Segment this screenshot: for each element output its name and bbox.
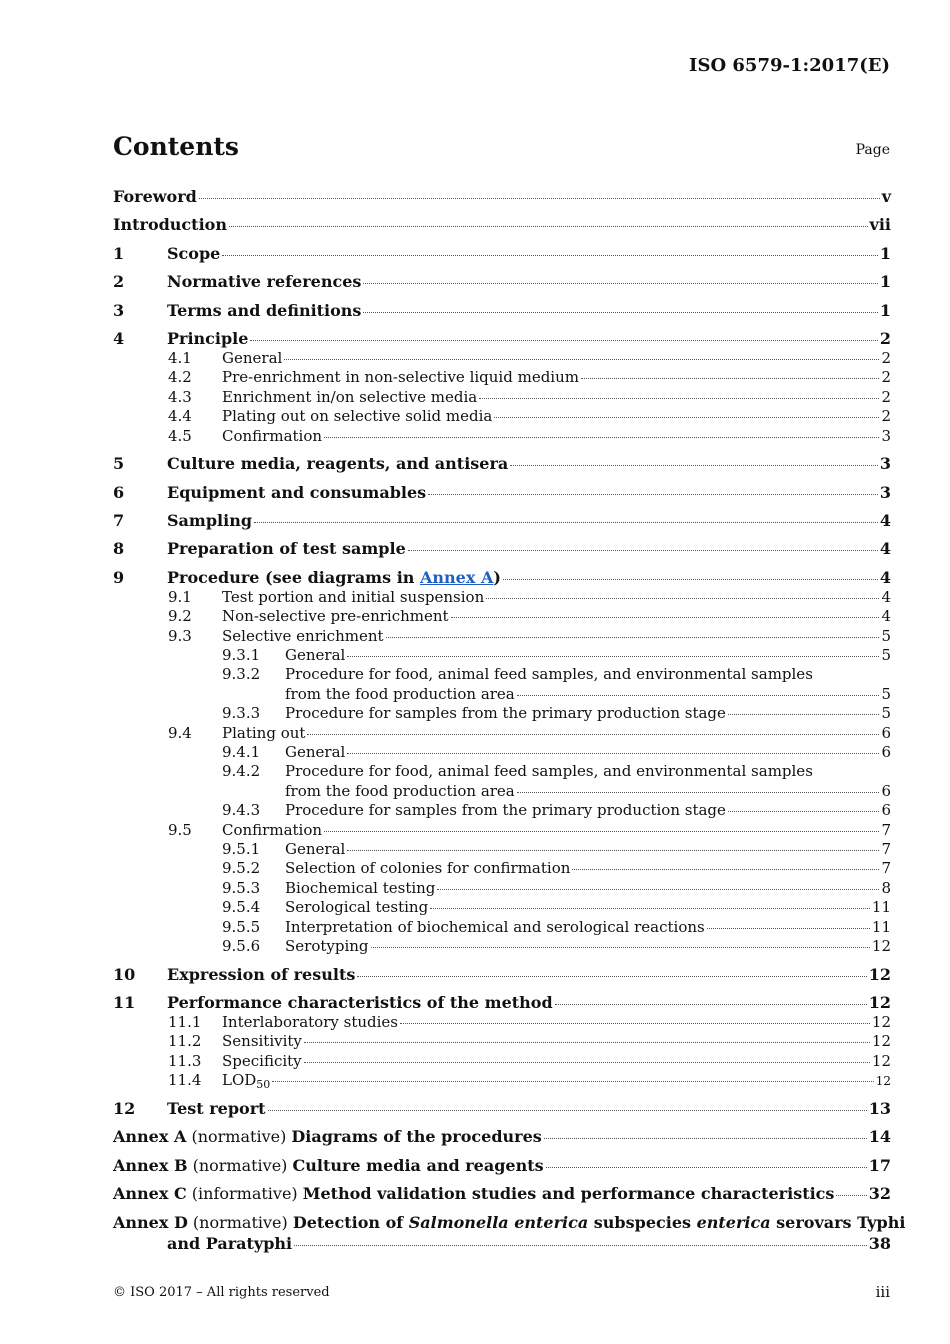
- toc-entry-title: [285, 782, 515, 801]
- toc-entry-title-text: Introduction: [113, 215, 227, 235]
- toc-entry-title-text: Biochemical testing: [285, 878, 436, 897]
- toc-entry-number: 6: [113, 482, 125, 502]
- toc-entry[interactable]: [113, 207, 891, 235]
- dot-leader: [437, 889, 879, 890]
- dot-leader: [222, 255, 878, 256]
- toc-entry[interactable]: [113, 898, 891, 917]
- copyright-notice: © ISO 2017 – All rights reserved: [113, 1285, 330, 1300]
- toc-entry-number: 4.3: [168, 387, 192, 406]
- annex-title-species: Salmonella enterica: [408, 1212, 589, 1232]
- toc-entry-title: [285, 665, 813, 684]
- toc-entry-title-text: Procedure for food, animal feed samples, and environmental samples: [285, 665, 813, 684]
- toc-entry-page: 8: [881, 878, 891, 897]
- toc-entry-subscript: 50: [256, 1078, 271, 1092]
- page-title: Contents: [113, 132, 240, 161]
- toc-entry[interactable]: [113, 349, 891, 368]
- toc-entry-number: 9.3.1: [222, 646, 261, 665]
- toc-entry-title: [167, 538, 406, 559]
- toc-entry[interactable]: [113, 292, 891, 320]
- dot-leader: [324, 831, 879, 832]
- dot-leader: [363, 312, 877, 313]
- toc-entry-page: 12: [871, 1051, 891, 1070]
- toc-entry[interactable]: [113, 1119, 891, 1147]
- toc-entry[interactable]: [113, 588, 891, 607]
- annex-label: Annex D: [113, 1212, 188, 1232]
- toc-entry-title-text: Equipment and consumables: [167, 482, 427, 502]
- toc-entry-title: [167, 964, 355, 985]
- dot-leader: [268, 1110, 867, 1111]
- toc-entry-title-text: Confirmation: [222, 820, 323, 839]
- page-number: iii: [875, 1283, 890, 1301]
- toc-entry-title-text: Procedure for samples from the primary production stage: [285, 801, 726, 820]
- toc-entry-title: [285, 879, 435, 898]
- toc-entry-title-text: Procedure for samples from the primary production stage: [285, 704, 726, 723]
- toc-entry-page: 1: [879, 272, 891, 292]
- toc-entry-page: 6: [881, 742, 891, 761]
- dot-leader: [408, 550, 878, 551]
- toc-entry[interactable]: [113, 840, 891, 859]
- toc-entry-page: 1: [879, 300, 891, 320]
- toc-entry-page: 6: [881, 801, 891, 820]
- toc-entry[interactable]: [113, 1071, 891, 1090]
- dot-leader: [451, 617, 880, 618]
- dot-leader: [544, 1138, 867, 1139]
- toc-entry[interactable]: [113, 427, 891, 446]
- toc-entry-number: 11.1: [168, 1013, 202, 1032]
- dot-leader: [479, 398, 879, 399]
- toc-entry[interactable]: [113, 321, 891, 349]
- toc-entry-number: 4.5: [168, 426, 192, 445]
- toc-entry-title: [285, 801, 726, 820]
- toc-entry-page: 4: [881, 607, 891, 626]
- toc-entry-title-text: from the food production area: [285, 684, 515, 703]
- toc-entry-page: 38: [868, 1233, 891, 1253]
- toc-entry-page: 5: [881, 626, 891, 645]
- toc-entry-page: 12: [871, 1013, 891, 1032]
- toc-entry-title-text: Plating out on selective solid media: [222, 407, 493, 426]
- toc-entry-number: 9.5.4: [222, 898, 261, 917]
- toc-entry-title-text: Pre-enrichment in non-selective liquid medium: [222, 368, 579, 387]
- toc-entry-number: 7: [113, 511, 125, 531]
- toc-entry[interactable]: [113, 937, 891, 956]
- toc-entry[interactable]: [113, 503, 891, 531]
- toc-entry-title: [222, 607, 449, 626]
- toc-entry-title-text: General: [285, 646, 346, 665]
- annex-title: Method validation studies and performance characteristics: [302, 1184, 835, 1204]
- dot-leader: [363, 283, 877, 284]
- toc-entry-title-text: Scope: [167, 243, 221, 263]
- toc-entry-page: 4: [881, 587, 891, 606]
- toc-entry-page: v: [881, 187, 891, 206]
- dot-leader: [836, 1195, 866, 1196]
- toc-entry[interactable]: [113, 956, 891, 984]
- toc-entry-title: [285, 685, 515, 704]
- toc-entry-title-text: Procedure (see diagrams in: [167, 567, 420, 587]
- toc-entry[interactable]: [113, 474, 891, 502]
- toc-entry-number: 9.4.1: [222, 742, 261, 761]
- toc-entry-page: 5: [881, 704, 891, 723]
- toc-entry[interactable]: [113, 531, 891, 559]
- annex-a-link[interactable]: Annex A: [419, 567, 494, 587]
- toc-entry[interactable]: [113, 264, 891, 292]
- toc-entry-page: 12: [868, 964, 891, 984]
- toc-entry-title-text: General: [285, 839, 346, 858]
- toc-entry-title-text: Selective enrichment: [222, 626, 384, 645]
- toc-entry-title-text: Sampling: [167, 511, 253, 531]
- toc-entry-title: [222, 388, 477, 407]
- annex-title: Culture media and reagents: [292, 1155, 544, 1175]
- toc-entry[interactable]: [113, 407, 891, 426]
- toc-entry-number: 9.5.1: [222, 839, 261, 858]
- toc-entry-title: [222, 588, 484, 607]
- dot-leader: [503, 579, 878, 580]
- toc-entry-page: 2: [881, 407, 891, 426]
- toc-entry-title: [113, 1126, 542, 1147]
- toc-entry-page: 4: [879, 567, 891, 587]
- toc-entry-title: [167, 271, 361, 292]
- toc-entry-title: [167, 1098, 266, 1119]
- toc-entry-title: [222, 349, 282, 368]
- dot-leader: [254, 522, 878, 523]
- toc-entry-number: 2: [113, 272, 125, 292]
- toc-entry-title: [167, 992, 553, 1013]
- toc-entry-number: 4: [113, 328, 125, 348]
- toc-entry-page: 5: [881, 646, 891, 665]
- toc-entry-title-text: Plating out: [222, 723, 306, 742]
- toc-entry-page: 11: [871, 898, 891, 917]
- dot-leader: [494, 417, 879, 418]
- toc-entry[interactable]: [113, 559, 891, 587]
- toc-entry-title-text: from the food production area: [285, 781, 515, 800]
- toc-entry-title-text: Serotyping: [285, 936, 369, 955]
- toc-entry-number: 9.4.2: [222, 762, 261, 781]
- toc-entry[interactable]: [113, 646, 891, 665]
- toc-entry-number: 4.4: [168, 407, 192, 426]
- dot-leader: [428, 494, 878, 495]
- toc-entry-page: 32: [868, 1184, 891, 1204]
- dot-leader: [324, 437, 879, 438]
- toc-entry-number: 1: [113, 243, 125, 263]
- toc-entry-page: 1: [879, 243, 891, 263]
- toc-entry-title: [222, 1052, 302, 1071]
- toc-entry-title-text: Expression of results: [167, 964, 356, 984]
- toc-entry-title: [167, 510, 252, 531]
- annex-title-line2: and Paratyphi: [167, 1233, 293, 1253]
- toc-entry-number: 9: [113, 567, 125, 587]
- toc-entry-title: [167, 567, 501, 588]
- toc-entry-title-text: General: [285, 742, 346, 761]
- toc-entry[interactable]: [113, 782, 891, 801]
- toc-entry[interactable]: [113, 1176, 891, 1204]
- toc-entry-title-text: Test portion and initial suspension: [222, 587, 485, 606]
- toc-entry[interactable]: [113, 388, 891, 407]
- annex-title-part: serovars Typhi: [770, 1212, 906, 1232]
- dot-leader: [272, 1081, 873, 1082]
- toc-entry[interactable]: [113, 685, 891, 704]
- toc-entry-page: 7: [881, 839, 891, 858]
- toc-entry[interactable]: [113, 627, 891, 646]
- toc-entry-page: 2: [881, 368, 891, 387]
- dot-leader: [728, 714, 880, 715]
- toc-entry-title-text: LOD: [222, 1071, 257, 1090]
- toc-entry[interactable]: [113, 879, 891, 898]
- toc-entry-title: [167, 243, 220, 264]
- toc-entry-number: 9.2: [168, 607, 192, 626]
- toc-entry-title: [167, 300, 361, 321]
- toc-entry-title-text: Preparation of test sample: [167, 539, 406, 559]
- toc-entry-page: 12: [868, 993, 891, 1013]
- toc-entry-page: 6: [881, 781, 891, 800]
- toc-entry-title-text: Selection of colonies for confirmation: [285, 859, 571, 878]
- dot-leader: [304, 1062, 870, 1063]
- toc-entry-title-text: Procedure for food, animal feed samples, and environmental samples: [285, 762, 813, 781]
- annex-title-part: Detection of: [292, 1212, 409, 1232]
- dot-leader: [517, 792, 880, 793]
- toc-entry-page: 7: [881, 820, 891, 839]
- toc-entry-title-text: Terms and definitions: [167, 300, 362, 320]
- dot-leader: [357, 976, 866, 977]
- toc-entry-page: 3: [879, 454, 891, 474]
- dot-leader: [347, 656, 879, 657]
- toc-entry-annex-d-continuation[interactable]: [113, 1233, 891, 1254]
- toc-entry-title: [285, 859, 570, 878]
- toc-entry-title-text: Culture media, reagents, and antisera: [167, 454, 509, 474]
- toc-entry-title-text: Test report: [167, 1099, 266, 1119]
- toc-entry-number: 9.3: [168, 626, 192, 645]
- toc-entry-title: [113, 1212, 905, 1233]
- dot-leader: [304, 1042, 870, 1043]
- toc-entry-page: 2: [881, 348, 891, 367]
- toc-entry-title: [285, 937, 369, 956]
- toc-entry-title-text: Performance characteristics of the method: [167, 993, 553, 1013]
- dot-leader: [517, 695, 880, 696]
- toc-entry-number: 4.1: [168, 348, 192, 367]
- toc-entry-number: 11.4: [168, 1071, 202, 1090]
- dot-leader: [307, 734, 879, 735]
- toc-entry-number: 9.5.6: [222, 936, 261, 955]
- annex-title-subspecies: enterica: [696, 1212, 771, 1232]
- toc-entry-number: 9.5.2: [222, 859, 261, 878]
- toc-entry-number: 5: [113, 454, 125, 474]
- toc-entry-title-text: Normative references: [167, 272, 362, 292]
- dot-leader: [294, 1245, 867, 1246]
- toc-entry-page: 13: [868, 1099, 891, 1119]
- toc-entry-title-text: Annex C: [113, 1184, 187, 1204]
- toc-entry[interactable]: [113, 607, 891, 626]
- dot-leader: [707, 928, 870, 929]
- table-of-contents: [113, 186, 906, 1254]
- dot-leader: [347, 753, 879, 754]
- toc-entry-page: 14: [868, 1127, 891, 1147]
- toc-entry[interactable]: [113, 665, 891, 684]
- toc-entry-page: 11: [871, 917, 891, 936]
- toc-entry[interactable]: [113, 1032, 891, 1051]
- toc-entry[interactable]: [113, 859, 891, 878]
- toc-entry-number: 10: [113, 964, 136, 984]
- dot-leader: [386, 637, 880, 638]
- dot-leader: [284, 359, 879, 360]
- toc-entry[interactable]: [113, 821, 891, 840]
- toc-entry-number: 11.3: [168, 1051, 202, 1070]
- toc-entry-page: 6: [881, 723, 891, 742]
- toc-entry-page: 2: [879, 328, 891, 348]
- toc-entry-title-text: Annex A: [113, 1127, 187, 1147]
- toc-entry-number: 11: [113, 993, 136, 1013]
- toc-entry-annex-d[interactable]: [113, 1204, 906, 1232]
- toc-entry-page: 5: [881, 684, 891, 703]
- toc-entry[interactable]: [113, 446, 891, 474]
- annex-title-part: subspecies: [588, 1212, 697, 1232]
- dot-leader: [250, 340, 877, 341]
- dot-leader: [400, 1023, 870, 1024]
- toc-entry[interactable]: [113, 1013, 891, 1032]
- toc-entry[interactable]: [113, 1052, 891, 1071]
- annex-title: Diagrams of the procedures: [291, 1127, 542, 1147]
- annex-type: (normative): [187, 1155, 293, 1175]
- toc-entry-title-text: Specificity: [222, 1051, 302, 1070]
- toc-entry-number: 9.5.5: [222, 917, 261, 936]
- toc-entry-title-text: Interlaboratory studies: [222, 1013, 398, 1032]
- toc-entry-title: [113, 186, 197, 207]
- toc-entry-number: 3: [113, 300, 125, 320]
- toc-entry-title: [222, 1013, 398, 1032]
- toc-entry-title: [285, 898, 428, 917]
- toc-entry-page: vii: [869, 215, 891, 235]
- toc-entry-title-text: Interpretation of biochemical and serological reactions: [285, 917, 705, 936]
- toc-entry-title-text: Annex B: [113, 1155, 188, 1175]
- toc-entry-title: [222, 627, 384, 646]
- toc-entry-page: 7: [881, 859, 891, 878]
- standard-id: ISO 6579-1:2017(E): [689, 55, 890, 76]
- toc-entry-number: 4.2: [168, 368, 192, 387]
- toc-entry-number: 9.4.3: [222, 801, 261, 820]
- toc-entry-title: [285, 840, 345, 859]
- toc-entry-title-suffix: ): [493, 567, 501, 587]
- dot-leader: [371, 947, 870, 948]
- toc-entry-page: 4: [879, 511, 891, 531]
- toc-entry-number: 9.5: [168, 820, 192, 839]
- toc-entry[interactable]: [113, 985, 891, 1013]
- toc-entry-title-text: Principle: [167, 328, 249, 348]
- toc-entry-title: [285, 704, 726, 723]
- toc-entry-number: 11.2: [168, 1032, 202, 1051]
- toc-entry-title: [222, 821, 322, 840]
- toc-entry-title-text: Sensitivity: [222, 1032, 302, 1051]
- toc-entry-number: 8: [113, 539, 125, 559]
- toc-entry[interactable]: [113, 743, 891, 762]
- annex-type: (informative): [186, 1184, 303, 1204]
- dot-leader: [347, 850, 879, 851]
- toc-entry-title: [222, 427, 322, 446]
- dot-leader: [430, 908, 870, 909]
- toc-entry-page: 2: [881, 387, 891, 406]
- toc-entry-title-text: Confirmation: [222, 426, 323, 445]
- toc-entry-title-text: General: [222, 348, 283, 367]
- toc-entry-page: 12: [871, 1032, 891, 1051]
- toc-entry-title-text: Non-selective pre-enrichment: [222, 607, 449, 626]
- dot-leader: [229, 226, 868, 227]
- toc-entry-title: [222, 407, 492, 426]
- toc-entry-title-text: Enrichment in/on selective media: [222, 387, 478, 406]
- toc-entry-number: 9.1: [168, 587, 192, 606]
- toc-entry-title: [113, 214, 227, 235]
- toc-entry[interactable]: [113, 1091, 891, 1119]
- toc-entry-number: 9.3.2: [222, 665, 261, 684]
- toc-entry[interactable]: [113, 801, 891, 820]
- toc-entry[interactable]: [113, 1147, 891, 1175]
- annex-type: (normative): [186, 1127, 292, 1147]
- toc-entry[interactable]: [113, 186, 891, 207]
- toc-entry-title: [285, 918, 705, 937]
- dot-leader: [546, 1167, 867, 1168]
- dot-leader: [581, 378, 879, 379]
- toc-entry[interactable]: [113, 368, 891, 387]
- toc-entry-page: 3: [881, 426, 891, 445]
- toc-entry-page: 12: [875, 1074, 891, 1089]
- toc-entry[interactable]: [113, 704, 891, 723]
- toc-entry-title: [113, 1183, 834, 1204]
- toc-entry-number: 12: [113, 1099, 136, 1119]
- toc-entry[interactable]: [113, 724, 891, 743]
- toc-entry-number: 9.5.3: [222, 878, 261, 897]
- toc-entry-title: [222, 368, 579, 387]
- toc-entry-title: [167, 328, 248, 349]
- toc-entry-number: 9.3.3: [222, 704, 261, 723]
- toc-entry-page: 4: [879, 539, 891, 559]
- toc-entry-page: 17: [868, 1155, 891, 1175]
- toc-entry-title: [113, 1155, 544, 1176]
- dot-leader: [486, 598, 879, 599]
- toc-entry-title: [285, 762, 813, 781]
- dot-leader: [555, 1004, 867, 1005]
- dot-leader: [199, 198, 880, 199]
- toc-entry-title: [167, 482, 426, 503]
- toc-entry-title: [285, 646, 345, 665]
- toc-entry-title: [285, 743, 345, 762]
- dot-leader: [728, 811, 880, 812]
- dot-leader: [510, 465, 878, 466]
- toc-entry-page: 12: [871, 936, 891, 955]
- toc-entry-title: [222, 1032, 302, 1051]
- page-column-label: Page: [855, 142, 890, 158]
- toc-entry-title-text: Foreword: [113, 187, 197, 206]
- toc-entry-number: 9.4: [168, 723, 192, 742]
- toc-entry-title-text: Serological testing: [285, 898, 429, 917]
- toc-entry-title: [167, 453, 508, 474]
- dot-leader: [572, 869, 879, 870]
- toc-entry[interactable]: [113, 918, 891, 937]
- toc-entry[interactable]: [113, 235, 891, 263]
- toc-entry-page: 3: [879, 482, 891, 502]
- annex-type: (normative): [187, 1212, 293, 1232]
- toc-entry-title: [222, 724, 305, 743]
- toc-entry[interactable]: [113, 762, 891, 781]
